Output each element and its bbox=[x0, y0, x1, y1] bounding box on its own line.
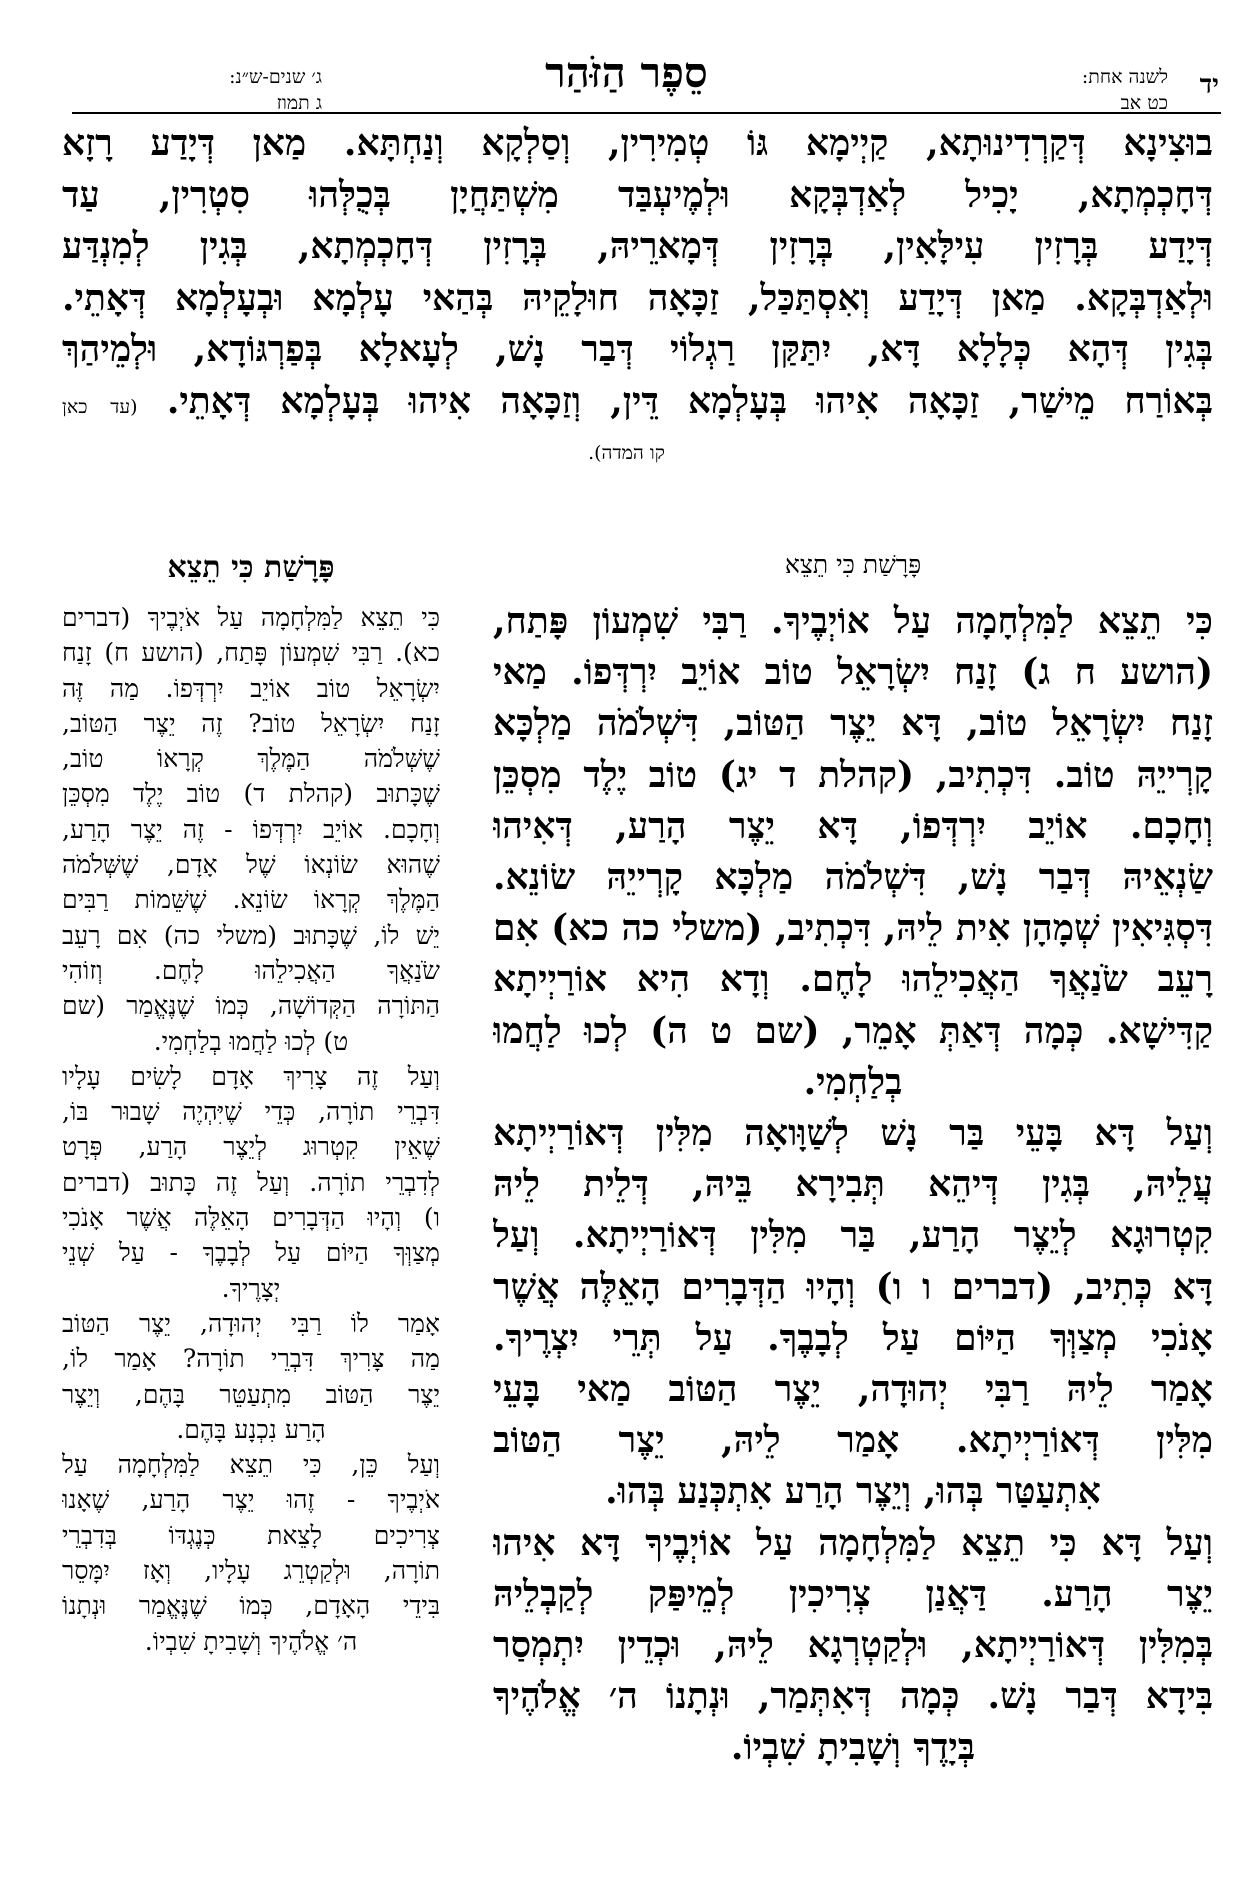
text-line: שֶׁשְּׁלֹמֹה הַמֶּלֶךְ קְרָאוֹ טוֹב, bbox=[62, 744, 440, 774]
text-line: רָעֵב שֹׂנַאֲךָ הַאֲכִילֵהוּ לָחֶם. וְדָא הִיא אוֹרַיְיתָא bbox=[493, 958, 1213, 1001]
text-line: זָנַח יִשְׂרָאֵל טוֹב? זֶה יֵצֶר הַטּוֹב, bbox=[62, 708, 440, 738]
page-number: יד bbox=[1199, 70, 1219, 100]
text-line: וְעַל כֵּן, כִּי תֵצֵא לַמִּלְחָמָה עַל bbox=[62, 1450, 440, 1480]
text-line: וְעַל זֶה צָרִיךְ אָדָם לָשִׂים עָלָיו bbox=[62, 1061, 440, 1091]
text-line: שֹׂנַאֲךָ הַאֲכִילֵהוּ לָחֶם. וְזוֹהִי bbox=[62, 955, 440, 985]
text-line: דְּחָכְמְתָא, יָכִיל לְאַדְבְּקָא וּלְמֶיעְבַּד מִשְׁתַּחֲיָן בְּכֻלְּהוּ סִטְרִין, עַד bbox=[62, 173, 1213, 216]
top-paragraph bbox=[62, 118, 1213, 433]
text-line: בְּגִין דְּהָא כְּלָלָא דָּא, יִתַּקַּן רַגְלוֹי דְּבַר נָשׁ, לְעָאלָא בְּפַרְגּוֹדָא, וּלְמֵיהַךְ bbox=[62, 328, 1213, 370]
text-line: הַמֶּלֶךְ קְרָאוֹ שׂוֹנֵא. שֶׁשֵּׁמוֹת רַבִּים bbox=[62, 885, 440, 915]
text-line: שֶׁהוּא שׂוֹנְאוֹ שֶׁל אָדָם, שֶׁשְּׁלֹמֹה bbox=[62, 850, 440, 880]
side-column-hebrew bbox=[62, 600, 440, 1659]
text-line: זָנַח יִשְׂרָאֵל טוֹב, דָּא יֵצֶר הַטּוֹב, דִּשְׁלֹמֹה מַלְכָּא bbox=[493, 702, 1213, 745]
marker-note-end: קו המדה). bbox=[588, 442, 665, 464]
text-line: אִתְעַטַּר בְּהוּ, וְיֵצֶר הָרַע אִתְכְּנַע בְּהוּ. bbox=[605, 1470, 1101, 1513]
text-line: כִּי תֵצֵא לַמִּלְחָמָה עַל אוֹיְבֶיךָ. רַבִּי שִׁמְעוֹן פָּתַח, bbox=[493, 600, 1213, 642]
text-line: ו) וְהָיוּ הַדְּבָרִים הָאֵלֶּה אֲשֶׁר אָנֹכִי bbox=[62, 1203, 440, 1233]
text-line: וְחָכָם. אוֹיֵב יִרְדְּפוֹ - זֶה יֵצֶר הָרַע, bbox=[62, 814, 440, 844]
text-line-with-note bbox=[62, 376, 1213, 434]
text-line: ה׳ אֱלֹהֶיךָ וְשָׁבִיתָ שִׁבְיוֹ. bbox=[144, 1626, 358, 1656]
text-line: דִּסְגִּיאִין שְׁמָהָן אִית לֵיהּ, דִּכְתִיב, (משלי כה כא) אִם bbox=[493, 907, 1213, 950]
header-right-line1: לשנה אחת: bbox=[1081, 66, 1168, 88]
text-line: יִשְׂרָאֵל טוֹב אוֹיֵב יִרְדְּפוֹ. מַה זֶּה bbox=[62, 673, 440, 703]
text-line: בִּידֵי הָאָדָם, כְּמוֹ שֶׁנֶּאֱמַר וּנְתָנוֹ bbox=[62, 1591, 440, 1621]
text-line: ט) לְכוּ לַחֲמוּ בְלַחְמִי. bbox=[153, 1026, 349, 1056]
text-line: וּלְאַדְבְּקָא. מַאן דְּיָדַע וְאִסְתַּכַּל, זַכָּאָה חוּלָקֵיהּ בְּהַאי עָלְמָא וּבְעָלְמָא דְּאָתֵי. bbox=[62, 276, 1213, 319]
text-line: יְצָרֶיךָ. bbox=[221, 1273, 281, 1303]
book-title: סֵפֶר הַזֹּהַר bbox=[545, 48, 708, 97]
text-line: מַה צָּרִיךְ דִּבְרֵי תוֹרָה? אָמַר לוֹ, bbox=[62, 1344, 440, 1374]
text-line: תוֹרָה, וּלְקַטְרֵג עָלָיו, וְאָז יִמָּסֵר bbox=[62, 1556, 440, 1586]
text-line: יֵצֶר הָרַע. דַּאֲנַן צְרִיכִין לְמֵיפַּק לְקַבְלֵיהּ bbox=[493, 1572, 1213, 1615]
text-line: קִטְרוּגָא לְיֵצֶר הָרַע, בַּר מִלִּין דְּאוֹרַיְיתָא. וְעַל bbox=[493, 1214, 1213, 1257]
text-line: שֶׁכָּתוּב (קהלת ד) טוֹב יֶלֶד מִסְכֵּן bbox=[62, 779, 440, 809]
text-line: וְעַל דָּא כִּי תֵצֵא לַמִּלְחָמָה עַל אוֹיְבֶיךָ דָּא אִיהוּ bbox=[493, 1521, 1213, 1564]
text-line: כִּי תֵצֵא לַמִּלְחָמָה עַל אֹיְבֶיךָ (דברים bbox=[62, 603, 440, 632]
header-divider bbox=[72, 112, 1221, 114]
text-line: לְדִבְרֵי תוֹרָה. וְעַל זֶה כָּתוּב (דברים bbox=[62, 1167, 440, 1197]
main-column-aramaic bbox=[493, 596, 1213, 1774]
header-right-line2: כט אב bbox=[1120, 92, 1168, 114]
text-line: יֵצֶר הַטּוֹב מִתְעַטֵּר בָּהֶם, וְיֵצֶר bbox=[62, 1379, 440, 1409]
text-line: בְּיָדֶךָ וְשָׁבִיתָ שִׁבְיוֹ. bbox=[730, 1726, 976, 1769]
text-line: דְּיָדַע בְּרָזִין עִילָּאִין, בְּרָזִין דְּמָארֵיהּ, בְּרָזִין דְּחָכְמְתָא, בְּגִין לְמִנְדַּע bbox=[62, 225, 1213, 267]
main-column-heading: פָּרָשַׁת כִּי תֵצֵא bbox=[784, 550, 922, 579]
text-line: מְצַוְּךָ הַיּוֹם עַל לְבָבֶךָ - עַל שְׁנֵי bbox=[62, 1238, 440, 1268]
header-left-line1: ג׳ שנים-ש״נ: bbox=[229, 66, 322, 88]
text-line: אָמַר לֵיהּ רַבִּי יְהוּדָה, יֵצֶר הַטּוֹב מַאי בָּעֵי bbox=[493, 1368, 1213, 1411]
text-line: וְעַל דָּא בָּעֵי בַּר נָשׁ לְשַׁוָּואָה מִלִּין דְּאוֹרַיְיתָא bbox=[493, 1112, 1213, 1155]
text-line: בוּצִינָא דְּקַרְדִינוּתָא, קַיְימָא גּוֹ טְמִירִין, וְסַלְקָא וְנַחְתָּא. מַאן דְּיָדַע רָזָא bbox=[62, 122, 1213, 164]
text-line: וְחָכָם. אוֹיֵב יִרְדְּפוֹ, דָּא יֵצֶר הָרַע, דְּאִיהוּ bbox=[493, 804, 1213, 847]
header-left-line2: ג תמוז bbox=[276, 92, 322, 114]
text-line: אֹיְבֶיךָ - זֶהוּ יֵצֶר הָרַע, שֶׁאָנוּ bbox=[62, 1485, 440, 1515]
text-line: יֵשׁ לוֹ, שֶׁכָּתוּב (משלי כה) אִם רָעֵב bbox=[62, 920, 440, 950]
text-line: בְּמִלִּין דְּאוֹרַיְיתָא, וּלְקַטְרְגָא לֵיהּ, וּכְדֵין יִתְמְסַר bbox=[493, 1624, 1213, 1667]
text-line: קַדִּישָׁא. כְּמָה דְּאַתְּ אָמֵר, (שם ט ה) לְכוּ לַחֲמוּ bbox=[493, 1009, 1213, 1052]
text-line: הַתּוֹרָה הַקְּדוֹשָׁה, כְּמוֹ שֶׁנֶּאֱמַר (שם bbox=[62, 991, 440, 1021]
text-line: בְלַחְמִי. bbox=[803, 1060, 903, 1103]
text-line: מִלִּין דְּאוֹרַיְיתָא. אָמַר לֵיהּ, יֵצֶר הַטּוֹב bbox=[493, 1419, 1213, 1462]
side-column-heading: פָּרָשַׁת כִּי תֵצֵא bbox=[167, 550, 335, 585]
text-line: עֲלֵיהּ, בְּגִין דְּיהֵא תְּבִירָא בֵּיהּ, דְּלֵית לֵיהּ bbox=[493, 1163, 1213, 1206]
text-line: אָנֹכִי מְצַוְּךָ הַיּוֹם עַל לְבָבֶךָ. עַל תְּרֵי יִצְרֶיךָ. bbox=[493, 1316, 1213, 1359]
header-schedule-three-years bbox=[82, 64, 322, 116]
text-line: בִּידָא דְּבַר נָשׁ. כְּמָה דְּאִתְּמַר, וּנְתָנוֹ ה׳ אֱלֹהֶיךָ bbox=[493, 1675, 1213, 1718]
text-line: שֶׁאֵין קִטְרוּג לְיֵצֶר הָרַע, פְּרָט bbox=[62, 1132, 440, 1162]
text-line: כא). רַבִּי שִׁמְעוֹן פָּתַח, (הושע ח) זָנַח bbox=[62, 638, 440, 668]
text-line: דָּא כְּתִיב, (דברים ו ו) וְהָיוּ הַדְּבָרִים הָאֵלֶּה אֲשֶׁר bbox=[493, 1265, 1213, 1308]
text-line: שַׂנְאֵיהּ דְּבַר נָשׁ, דִּשְׁלֹמֹה מַלְכָּא קָרְייֵהּ שׂוֹנֵא. bbox=[493, 856, 1213, 899]
text-line: (הושע ח ג) זָנַח יִשְׂרָאֵל טוֹב אוֹיֵב יִרְדְּפוֹ. מַאי bbox=[493, 651, 1213, 694]
text-line: בְּאוֹרַח מֵישַׁר, זַכָּאָה אִיהוּ בְּעָלְמָא דֵּין, וְזַכָּאָה אִיהוּ בְּעָלְמָא דְּאָתֵי. bbox=[166, 379, 1213, 422]
text-line: צְרִיכִים לָצֵאת כְּנֶגְדּוֹ בְּדִבְרֵי bbox=[62, 1520, 440, 1550]
marker-note: (עד כאן bbox=[62, 395, 138, 418]
text-line: הָרַע נִכְנָע בָּהֶם. bbox=[176, 1414, 326, 1444]
text-line: דִּבְרֵי תוֹרָה, כְּדֵי שֶׁיִּהְיֶה שָׁבוּר בּוֹ, bbox=[62, 1097, 440, 1127]
text-line: אָמַר לוֹ רַבִּי יְהוּדָה, יֵצֶר הַטּוֹב bbox=[62, 1308, 440, 1338]
text-line: קָרְייֵהּ טוֹב. דִּכְתִיב, (קהלת ד יג) טוֹב יֶלֶד מִסְכֵּן bbox=[493, 753, 1213, 796]
